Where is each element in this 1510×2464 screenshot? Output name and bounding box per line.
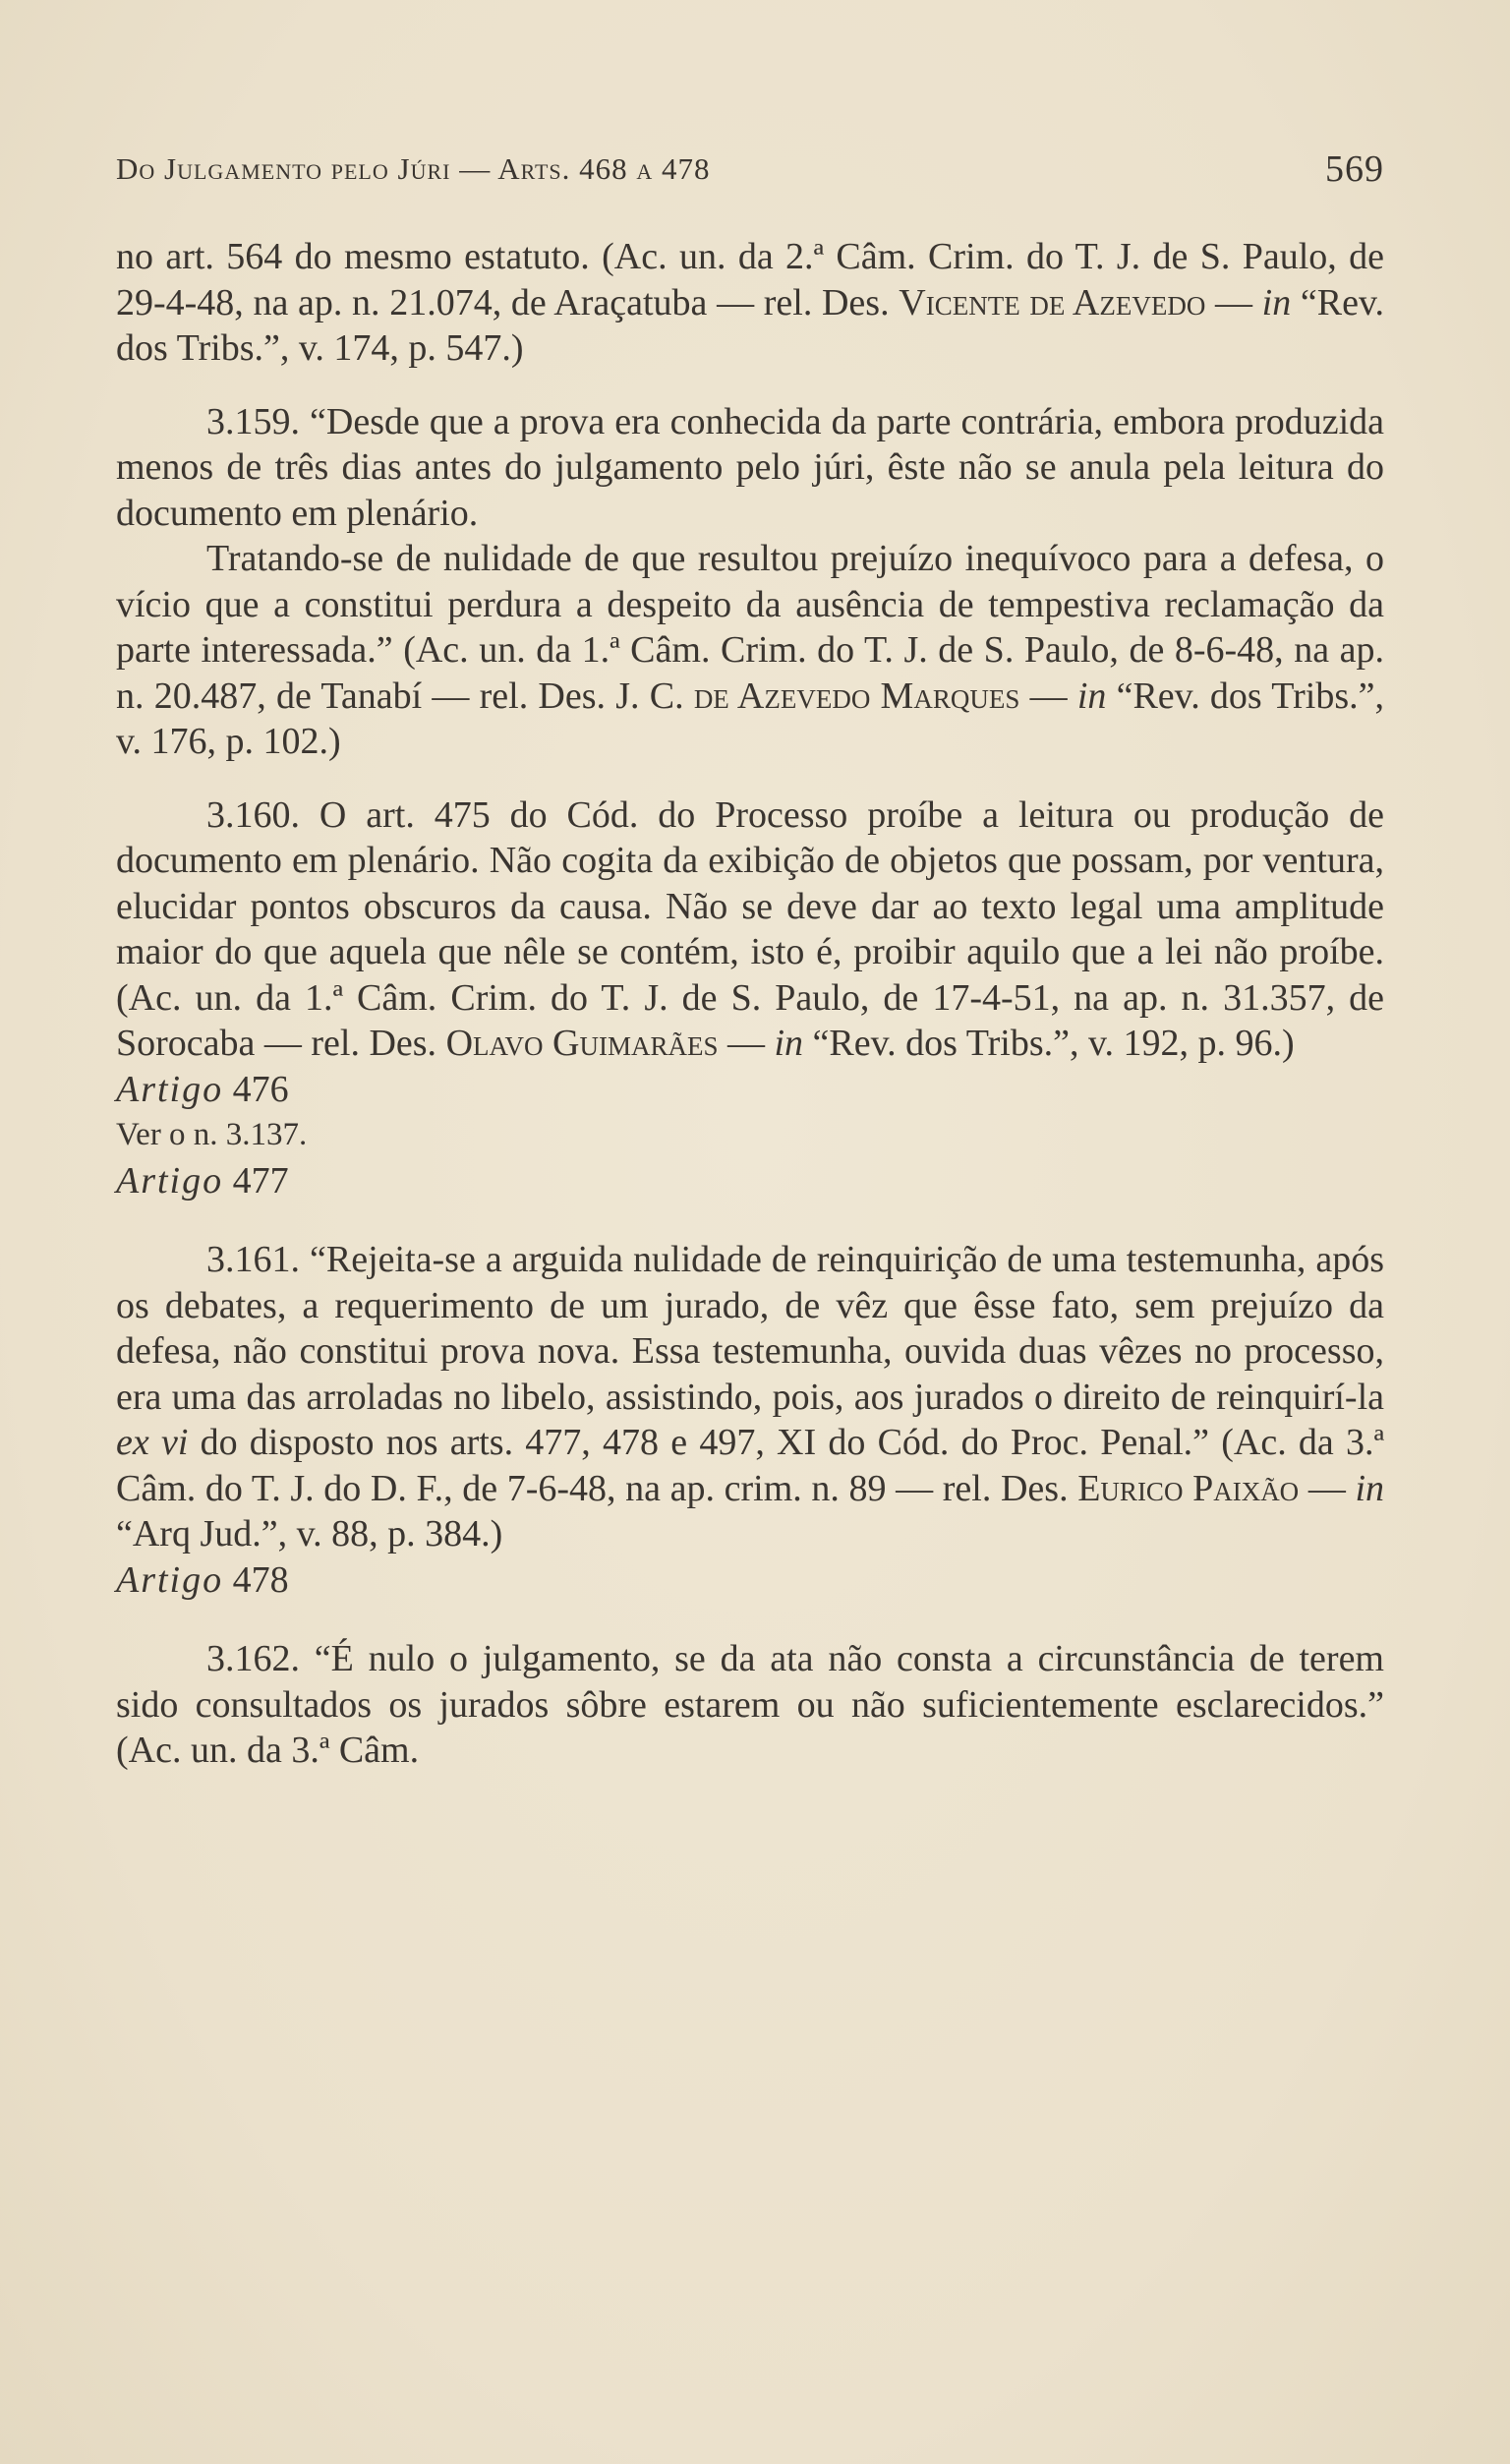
article-label: Artigo xyxy=(116,1068,224,1110)
text-run: — xyxy=(1019,675,1077,717)
text-run: “Rev. dos Tribs.”, v. 174, p. 547.) xyxy=(116,281,1385,369)
text-run: “Rev. dos Tribs.”, v. 176, p. 102.) xyxy=(116,675,1384,762)
paragraph-continuation xyxy=(116,234,1384,372)
article-heading-477 xyxy=(116,1158,1384,1204)
article-label: Artigo xyxy=(116,1159,224,1202)
in-word: in xyxy=(1355,1467,1385,1509)
article-number: 477 xyxy=(232,1159,289,1202)
running-head: Do Julgamento pelo Júri — Arts. 468 a 478 xyxy=(116,151,711,186)
judge-name: Vicente de Azevedo xyxy=(899,281,1206,323)
in-word: in xyxy=(774,1023,804,1064)
paragraph-3162: 3.162. “É nulo o julgamento, se da ata não consta a circunstância de terem sido consultados os jurados sôbre estarem ou não suficientemente esclarecidos.” (Ac. un. da 3.ª Câm. xyxy=(116,1638,1384,1771)
text-run: do disposto nos arts. 477, 478 e 497, XI do Cód. do Proc. Penal.” (Ac. da 3.ª Câm. do T. J. do D. F., de 7-6-48, na ap. crim. n. 89 — rel. Des. xyxy=(116,1422,1384,1509)
latin-phrase: ex vi xyxy=(116,1422,189,1463)
text-run: “Rev. dos Tribs.”, v. 192, p. 96.) xyxy=(803,1023,1295,1064)
text-run: — xyxy=(1299,1467,1356,1509)
body-text xyxy=(116,234,1384,1774)
article-heading-478 xyxy=(116,1557,1384,1604)
text-run: 3.160. O art. 475 do Cód. do Processo proíbe a leitura ou produção de documento em plenário. Não cogita da exibição de objetos que possam, por ventura, elucidar pontos obscuros da causa. Não se deve dar ao texto legal uma amplitude maior do que aquela que nêle se contém, isto é, proibir aquilo que a lei não proíbe. (Ac. un. da 1.ª Câm. Crim. do T. J. de S. Paulo, de 17-4-51, na ap. n. 31.357, de Sorocaba — rel. Des. xyxy=(116,793,1384,1064)
in-word: in xyxy=(1076,675,1107,717)
article-number: 478 xyxy=(232,1558,289,1601)
text-run: 3.161. “Rejeita-se a arguida nulidade de reinquirição de uma testemunha, após os debates, a requerimento de um jurado, de vêz que êsse fato, sem prejuízo da defesa, não constitui prova nova. Essa testemunha, ouvida duas vêzes no processo, era uma das arroladas no libelo, assistindo, pois, aos jurados o direito de reinquirí-la xyxy=(116,1239,1384,1418)
paragraph-3161 xyxy=(116,1237,1384,1557)
paragraph-3160 xyxy=(116,792,1384,1067)
article-number: 476 xyxy=(232,1068,289,1110)
judge-name: Eurico Paixão xyxy=(1077,1467,1300,1509)
article-heading-476 xyxy=(116,1067,1384,1113)
paragraph-3159-cont xyxy=(116,536,1384,765)
paragraph-3159: 3.159. “Desde que a prova era conhecida da parte contrária, embora produzida menos de três dias antes do julgamento pelo júri, êste não se anula pela leitura do documento em plenário. xyxy=(116,400,1384,534)
in-word: in xyxy=(1261,281,1292,323)
text-run: “Arq Jud.”, v. 88, p. 384.) xyxy=(116,1513,503,1555)
text-run: no art. 564 do mesmo estatuto. (Ac. un. da 2.ª Câm. Crim. do T. J. de S. Paulo, de 29-4-48, na ap. n. 21.074, de Araçatuba — rel. Des. xyxy=(116,236,1384,323)
article-label: Artigo xyxy=(116,1558,224,1601)
judge-name: Olavo Guimarães xyxy=(445,1023,719,1064)
page-header xyxy=(116,146,1384,195)
text-run: — xyxy=(718,1023,775,1064)
judge-name: de Azevedo Marques xyxy=(693,675,1020,717)
text-run: — xyxy=(1205,281,1262,323)
text-run: Tratando-se de nulidade de que resultou prejuízo inequívoco para a defesa, o vício que a constitui perdura a despeito da ausência de tempestiva reclamação da parte interessada.” (Ac. un. da 1.ª Câm. Crim. do T. J. de S. Paulo, de 8-6-48, na ap. n. 20.487, de Tanabí — rel. Des. J. C. xyxy=(116,538,1384,717)
page-number: 569 xyxy=(1325,148,1384,190)
cross-reference: Ver o n. 3.137. xyxy=(116,1117,308,1152)
